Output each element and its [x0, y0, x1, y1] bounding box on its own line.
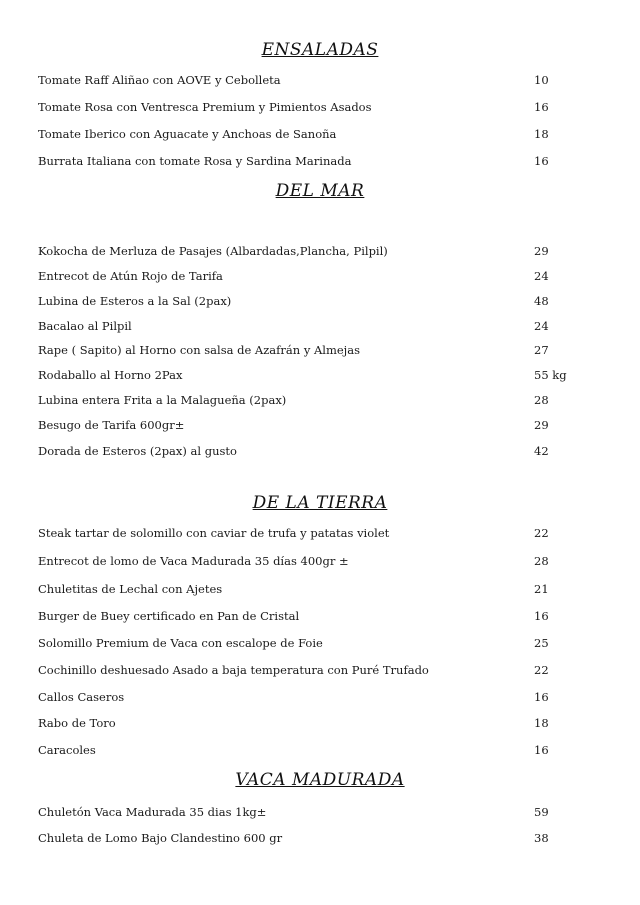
menu-item-price: 16 — [534, 100, 549, 114]
menu-item-price: 59 — [534, 805, 549, 819]
menu-item — [38, 829, 598, 847]
section-heading-del-mar: DEL MAR — [275, 181, 365, 201]
menu-item-price: 25 — [534, 636, 549, 650]
menu-item-name: Lubina de Esteros a la Sal (2pax) — [38, 294, 232, 308]
menu-item — [38, 242, 598, 260]
menu-item-price: 27 — [534, 343, 549, 357]
menu-item — [38, 317, 598, 335]
menu-item — [38, 803, 598, 821]
menu-item-name: Chuleta de Lomo Bajo Clandestino 600 gr — [38, 831, 283, 845]
menu-item-name: Rabo de Toro — [38, 716, 116, 730]
menu-item-price: 28 — [534, 393, 549, 407]
menu-item-name: Burger de Buey certificado en Pan de Cristal — [38, 609, 300, 623]
menu-item-name: Tomate Iberico con Aguacate y Anchoas de Sanoña — [38, 127, 337, 141]
section-heading-ensaladas: ENSALADAS — [261, 40, 379, 60]
menu-item-price: 18 — [534, 716, 549, 730]
menu-item-price: 48 — [534, 294, 549, 308]
menu-item-price: 24 — [534, 269, 549, 283]
menu-item-name: Tomate Raff Aliñao con AOVE y Cebolleta — [38, 73, 281, 87]
menu-item-price: 24 — [534, 319, 549, 333]
section-heading-de-la-tierra: DE LA TIERRA — [252, 493, 388, 513]
menu-item — [38, 125, 598, 143]
section-heading-vaca-madurada: VACA MADURADA — [235, 770, 405, 790]
menu-item-price: 18 — [534, 127, 549, 141]
menu-item — [38, 661, 598, 679]
menu-item-price: 29 — [534, 244, 549, 258]
menu-item-price: 16 — [534, 690, 549, 704]
menu-item — [38, 634, 598, 652]
menu-item-name: Callos Caseros — [38, 690, 125, 704]
menu-item-name: Chuletitas de Lechal con Ajetes — [38, 582, 223, 596]
menu-item-name: Entrecot de Atún Rojo de Tarifa — [38, 269, 223, 283]
menu-item-name: Rodaballo al Horno 2Pax — [38, 368, 183, 382]
menu-item — [38, 341, 598, 359]
menu-item-price: 22 — [534, 663, 549, 677]
menu-item — [38, 580, 598, 598]
menu-item-name: Tomate Rosa con Ventresca Premium y Pimientos Asados — [38, 100, 372, 114]
menu-item-price: 21 — [534, 582, 549, 596]
menu-item-name: Caracoles — [38, 743, 96, 757]
menu-item-price: 55 kg — [534, 368, 567, 382]
menu-item-price: 38 — [534, 831, 549, 845]
menu-item — [38, 552, 598, 570]
menu-item-price: 29 — [534, 418, 549, 432]
menu-item — [38, 391, 598, 409]
menu-item-price: 16 — [534, 609, 549, 623]
menu-item-name: Cochinillo deshuesado Asado a baja temperatura con Puré Trufado — [38, 663, 429, 677]
menu-item-name: Bacalao al Pilpil — [38, 319, 132, 333]
menu-item — [38, 292, 598, 310]
menu-item-price: 16 — [534, 743, 549, 757]
menu-item — [38, 152, 598, 170]
menu-item — [38, 714, 598, 732]
menu-item — [38, 366, 598, 384]
menu-item-price: 42 — [534, 444, 549, 458]
menu-item — [38, 98, 598, 116]
menu-item-name: Rape ( Sapito) al Horno con salsa de Azafrán y Almejas — [38, 343, 360, 357]
menu-item-name: Lubina entera Frita a la Malagueña (2pax) — [38, 393, 287, 407]
menu-item-name: Kokocha de Merluza de Pasajes (Albardadas,Plancha, Pilpil) — [38, 244, 388, 258]
menu-item — [38, 524, 598, 542]
menu-item-name: Burrata Italiana con tomate Rosa y Sardina Marinada — [38, 154, 352, 168]
menu-item-name: Dorada de Esteros (2pax) al gusto — [38, 444, 237, 458]
menu-item-name: Entrecot de lomo de Vaca Madurada 35 días 400gr ± — [38, 554, 349, 568]
menu-item-name: Besugo de Tarifa 600gr± — [38, 418, 185, 432]
menu-item — [38, 416, 598, 434]
menu-item — [38, 71, 598, 89]
menu-item-name: Chuletón Vaca Madurada 35 dias 1kg± — [38, 805, 267, 819]
menu-item-name: Solomillo Premium de Vaca con escalope de Foie — [38, 636, 323, 650]
menu-item-price: 16 — [534, 154, 549, 168]
menu-item — [38, 741, 598, 759]
menu-item-name: Steak tartar de solomillo con caviar de trufa y patatas violet — [38, 526, 390, 540]
menu-item-price: 10 — [534, 73, 549, 87]
menu-item — [38, 442, 598, 460]
menu-item — [38, 688, 598, 706]
menu-item-price: 22 — [534, 526, 549, 540]
menu-item — [38, 267, 598, 285]
menu-item-price: 28 — [534, 554, 549, 568]
menu-item — [38, 607, 598, 625]
